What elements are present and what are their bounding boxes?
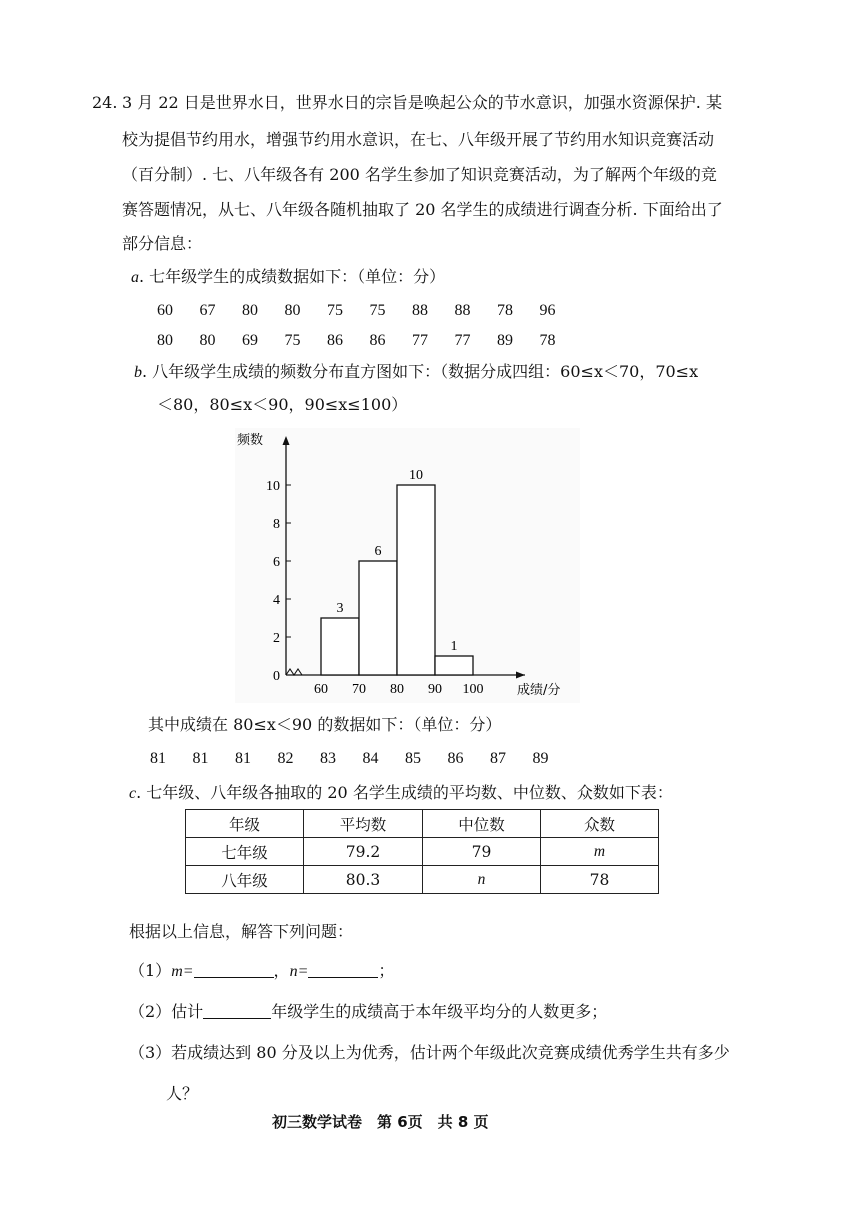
table-cell: m (541, 838, 659, 866)
question-1-separator: ， (273, 961, 290, 980)
stats-table (185, 809, 659, 894)
question-2-suffix: 年级学生的成绩高于本年级平均分的人数更多； (271, 1002, 608, 1021)
data-value: 78 (539, 332, 556, 349)
y-tick-label: 2 (273, 631, 280, 646)
histogram-bar (435, 656, 473, 675)
data-value: 80 (199, 332, 216, 349)
data-value: 83 (320, 750, 336, 767)
question-line-2: 校为提倡节约用水，增强节约用水意识，在七、八年级开展了节约用水知识竞赛活动 (122, 130, 715, 149)
y-tick-label: 6 (273, 555, 280, 570)
bar-value-label: 1 (450, 639, 458, 654)
data-value: 75 (369, 302, 386, 319)
y-tick-label: 0 (273, 669, 280, 684)
part-a-text: . 七年级学生的成绩数据如下：（单位：分） (139, 267, 446, 286)
part-a-heading (131, 260, 445, 295)
bar-value-label: 6 (374, 544, 382, 559)
frequency-histogram (235, 428, 580, 703)
question-1-end: ； (378, 961, 395, 980)
data-value: 84 (362, 750, 379, 767)
data-value: 75 (284, 332, 301, 349)
part-b-marker: b (134, 364, 142, 381)
data-value: 75 (327, 302, 343, 319)
table-header: 中位数 (423, 810, 541, 838)
grade7-data-row-1 (157, 300, 582, 320)
data-value: 67 (199, 302, 216, 319)
data-value: 86 (447, 750, 464, 767)
x-axis-label: 成绩/分 (517, 683, 561, 698)
data-value: 86 (369, 332, 386, 349)
x-tick-label: 100 (462, 682, 484, 697)
data-value: 81 (192, 750, 209, 767)
y-tick-label: 10 (266, 479, 280, 494)
n-label: n= (289, 963, 309, 980)
question-number: 24. (92, 93, 118, 112)
x-tick-label: 80 (390, 682, 404, 697)
bar-value-label: 3 (336, 601, 344, 616)
question-1 (129, 954, 394, 989)
table-header: 年级 (186, 810, 304, 838)
data-value: 87 (490, 750, 506, 767)
table-cell: 79.2 (304, 838, 423, 866)
data-value: 86 (327, 332, 343, 349)
part-c-heading (129, 776, 673, 811)
part-a-marker: a (131, 269, 139, 286)
data-value: 81 (235, 750, 251, 767)
data-value: 80 (284, 302, 301, 319)
x-tick-label: 60 (314, 682, 328, 697)
part-b-text-line-1: . 八年级学生成绩的频数分布直方图如下：（数据分成四组：60≤x＜70，70≤x (142, 362, 699, 381)
x-axis-arrow (516, 672, 525, 679)
question-2-prefix: （2）估计 (129, 1002, 204, 1021)
data-value: 82 (277, 750, 294, 767)
question-line-1: 3 月 22 日是世界水日，世界水日的宗旨是唤起公众的节水意识，加强水资源保护. 某 (122, 93, 722, 112)
data-value: 88 (412, 302, 428, 319)
part-b-heading (134, 355, 698, 390)
m-label: m= (171, 963, 194, 980)
questions-intro: 根据以上信息，解答下列问题： (129, 922, 354, 941)
axis-break-icon (286, 669, 302, 675)
table-row (186, 838, 659, 866)
question-3-line-1: （3）若成绩达到 80 分及以上为优秀，估计两个年级此次竞赛成绩优秀学生共有多少 (129, 1043, 730, 1062)
question-3-line-2: 人？ (166, 1084, 199, 1103)
histogram-bar (321, 618, 359, 675)
data-value: 85 (405, 750, 421, 767)
bar-value-label: 10 (409, 468, 423, 483)
question-1-number: （1） (129, 961, 172, 980)
table-cell: n (423, 866, 541, 894)
part-b-text-line-2: ＜80，80≤x＜90，90≤x≤100） (157, 395, 408, 414)
data-value: 80 (242, 302, 258, 319)
y-axis-arrow (283, 436, 290, 445)
question-line-4: 赛答题情况，从七、八年级各随机抽取了 20 名学生的成绩进行调查分析. 下面给出了 (122, 200, 723, 219)
y-tick-label: 8 (273, 517, 280, 532)
grade8-80-90-data-row (150, 748, 575, 768)
question-line-5: 部分信息： (122, 234, 203, 253)
data-value: 60 (157, 302, 173, 319)
data-value: 81 (150, 750, 166, 767)
table-header: 平均数 (304, 810, 423, 838)
table-cell: 80.3 (304, 866, 423, 894)
y-tick-label: 4 (273, 593, 280, 608)
m-answer-blank[interactable] (194, 959, 274, 978)
data-value: 96 (539, 302, 556, 319)
table-header-row (186, 810, 659, 838)
grade-answer-blank[interactable] (203, 1000, 271, 1019)
x-tick-label: 70 (352, 682, 366, 697)
data-value: 89 (497, 332, 513, 349)
n-answer-blank[interactable] (308, 959, 378, 978)
table-cell: 79 (423, 838, 541, 866)
histogram-bar (397, 485, 435, 675)
x-tick-label: 90 (428, 682, 442, 697)
part-b-sub-text: 其中成绩在 80≤x＜90 的数据如下：（单位：分） (148, 715, 502, 734)
data-value: 77 (454, 332, 471, 349)
y-axis-label: 频数 (237, 433, 264, 448)
data-value: 88 (454, 302, 471, 319)
page-footer: 初三数学试卷 第 6页 共 8 页 (272, 1113, 489, 1131)
data-value: 78 (497, 302, 513, 319)
part-c-text: . 七年级、八年级各抽取的 20 名学生成绩的平均数、中位数、众数如下表： (136, 783, 673, 802)
question-line-3: （百分制）. 七、八年级各有 200 名学生参加了知识竞赛活动，为了解两个年级的竞 (122, 165, 717, 184)
data-value: 77 (412, 332, 428, 349)
data-value: 69 (242, 332, 258, 349)
data-value: 89 (532, 750, 549, 767)
question-2 (129, 995, 607, 1029)
grade7-data-row-2 (157, 330, 582, 350)
table-cell: 七年级 (186, 838, 304, 866)
table-cell: 78 (541, 866, 659, 894)
part-c-marker: c (129, 785, 137, 802)
table-row (186, 866, 659, 894)
histogram-bar (359, 561, 397, 675)
table-header: 众数 (541, 810, 659, 838)
data-value: 80 (157, 332, 173, 349)
table-cell: 八年级 (186, 866, 304, 894)
